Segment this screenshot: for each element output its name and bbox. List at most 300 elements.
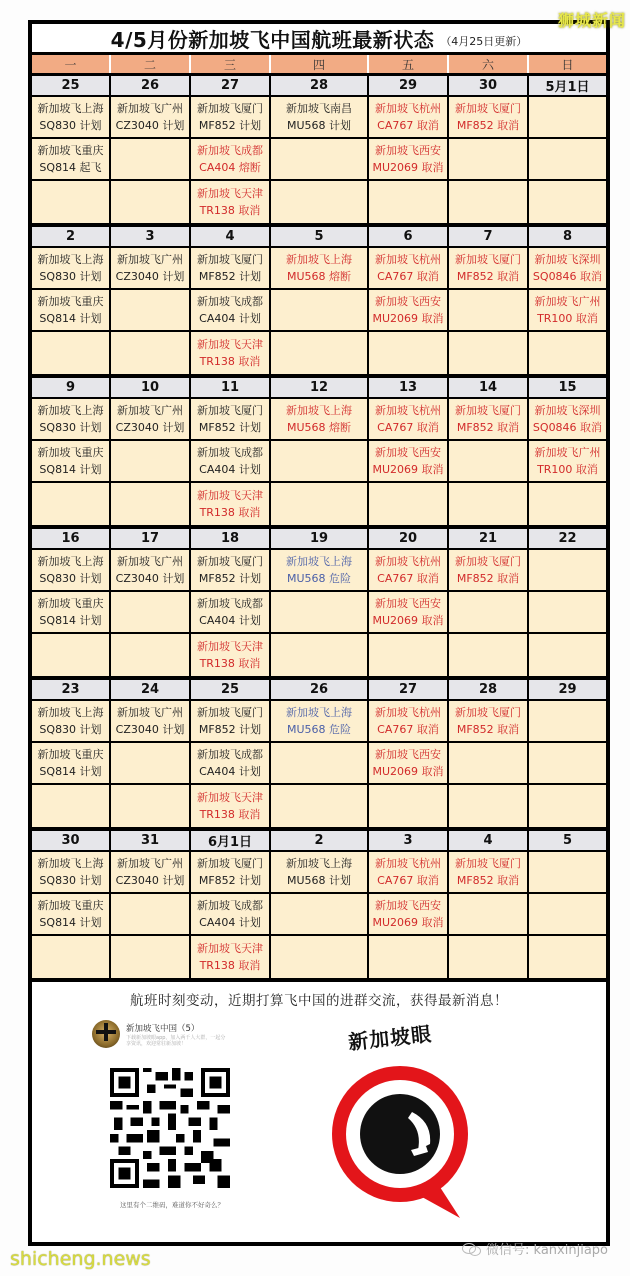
date-cell: 6: [369, 227, 449, 246]
flight-route: 新加坡飞厦门: [197, 253, 263, 266]
flight-slot-row: [32, 290, 606, 332]
empty-slot: [271, 181, 369, 223]
empty-slot: [529, 743, 606, 783]
flight-number-status: CA404 熔断: [199, 161, 261, 174]
empty-slot: [271, 332, 369, 374]
empty-slot: [271, 483, 369, 525]
empty-slot: [32, 483, 111, 525]
date-cell: 29: [558, 682, 577, 697]
empty-slot: [529, 634, 606, 676]
flight-number-status: CA404 计划: [199, 916, 261, 929]
flight-route: 新加坡飞重庆: [37, 597, 104, 610]
flight-number-status: MF852 取消: [456, 572, 520, 585]
flight-slot-row: [32, 332, 606, 374]
calendar-week: [32, 378, 606, 529]
flight-route: 新加坡飞广州: [534, 446, 601, 459]
flight-route: 新加坡飞厦门: [455, 857, 521, 870]
date-cell: 19: [271, 529, 369, 548]
empty-slot: [369, 634, 449, 676]
flight-entry: [191, 743, 271, 783]
flight-route: 新加坡飞厦门: [455, 706, 521, 719]
flight-entry: [32, 550, 111, 590]
flight-number-status: MU568 熔断: [286, 270, 352, 283]
empty-slot: [271, 139, 369, 179]
empty-slot: [449, 181, 529, 223]
empty-slot: [271, 936, 369, 978]
flight-entry: [111, 701, 191, 741]
date-cell: 13: [369, 378, 449, 397]
date-cell: 26: [271, 680, 369, 699]
flight-number-status: CA767 取消: [377, 421, 439, 434]
flight-route: 新加坡飞广州: [117, 857, 183, 870]
eye-speech-bubble-icon: [310, 1022, 490, 1222]
flight-number-status: CA767 取消: [377, 119, 439, 132]
empty-slot: [449, 290, 529, 330]
date-cell: 15: [558, 380, 577, 395]
flight-number-status: MU2069 取消: [372, 312, 444, 325]
date-cell: 20: [369, 529, 449, 548]
date-row: [32, 227, 606, 248]
flight-slot-row: [32, 852, 606, 894]
flight-route: 新加坡飞上海: [37, 706, 104, 719]
flight-entry: [449, 399, 529, 439]
flight-route: 新加坡飞成都: [197, 748, 263, 761]
flight-route: 新加坡飞重庆: [37, 144, 104, 157]
flight-route: 新加坡飞西安: [375, 446, 441, 459]
date-cell: 10: [111, 378, 191, 397]
date-cell: 27: [369, 680, 449, 699]
flight-number-status: MF852 计划: [198, 723, 262, 736]
flight-number-status: MF852 计划: [198, 874, 262, 887]
weekday-fri: 五: [369, 55, 449, 73]
flight-number-status: MF852 计划: [198, 421, 262, 434]
flight-number-status: CA767 取消: [377, 270, 439, 283]
date-cell: 28: [449, 680, 529, 699]
flight-number-status: MU568 计划: [286, 874, 352, 887]
empty-slot: [449, 936, 529, 978]
flight-entry: [369, 701, 449, 741]
flight-number-status: MF852 计划: [198, 119, 262, 132]
date-cell: 4: [191, 227, 271, 246]
singapore-eye-logo: [310, 1022, 490, 1222]
flight-entry: [191, 290, 271, 330]
flight-entry: [32, 97, 111, 137]
page-title: 4/5月份新加坡飞中国航班最新状态: [110, 27, 435, 52]
flight-entry: [32, 592, 111, 632]
flight-number-status: TR138 取消: [199, 808, 261, 821]
flight-number-status: MU2069 取消: [372, 161, 444, 174]
date-cell: 5: [562, 833, 573, 848]
flight-entry: [191, 894, 271, 934]
wechat-id-text: 微信号: kanxinjiapo: [486, 1243, 608, 1258]
empty-slot: [369, 332, 449, 374]
flight-route: 新加坡飞西安: [375, 144, 441, 157]
empty-slot: [111, 894, 191, 934]
watermark-shicheng-cn: 狮城新闻: [557, 11, 626, 30]
flight-number-status: CZ3040 计划: [115, 572, 185, 585]
weekday-sat: 六: [449, 55, 529, 73]
flight-number-status: CA404 计划: [199, 765, 261, 778]
empty-slot: [449, 785, 529, 827]
date-cell: 31: [111, 831, 191, 850]
flight-number-status: TR138 取消: [199, 959, 261, 972]
empty-slot: [111, 290, 191, 330]
flight-route: 新加坡飞重庆: [37, 899, 104, 912]
flight-number-status: CZ3040 计划: [115, 874, 185, 887]
flight-entry: [369, 852, 449, 892]
flight-route: 新加坡飞厦门: [455, 102, 521, 115]
flight-route: 新加坡飞天津: [197, 791, 263, 804]
flight-route: 新加坡飞上海: [286, 404, 352, 417]
empty-slot: [32, 785, 111, 827]
flight-route: 新加坡飞广州: [117, 102, 183, 115]
flight-route: 新加坡飞厦门: [197, 706, 263, 719]
flight-number-status: SQ830 计划: [39, 421, 102, 434]
date-cell: 21: [449, 529, 529, 548]
flight-number-status: TR138 取消: [199, 506, 261, 519]
flight-entry: [111, 550, 191, 590]
empty-slot: [529, 592, 606, 632]
flight-route: 新加坡飞厦门: [455, 404, 521, 417]
weekday-mon: 一: [32, 55, 111, 73]
flight-entry: [369, 894, 449, 934]
flight-slot-row: [32, 139, 606, 181]
date-cell: 2: [32, 227, 111, 246]
flight-number-status: MF852 取消: [456, 119, 520, 132]
empty-slot: [369, 181, 449, 223]
calendar-week: [32, 76, 606, 227]
flight-route: 新加坡飞天津: [197, 489, 263, 502]
flight-entry: [32, 290, 111, 330]
wechat-id-label: [462, 1239, 608, 1258]
empty-slot: [449, 139, 529, 179]
empty-slot: [111, 592, 191, 632]
flight-route: 新加坡飞成都: [197, 144, 263, 157]
date-cell: 26: [111, 76, 191, 95]
flight-route: 新加坡飞杭州: [375, 555, 441, 568]
qr-code-icon: [108, 1068, 232, 1188]
flight-entry: [191, 785, 271, 827]
flight-slot-row: [32, 399, 606, 441]
flight-route: 新加坡飞厦门: [197, 857, 263, 870]
flight-number-status: MU2069 取消: [372, 614, 444, 627]
title-bar: [32, 24, 606, 55]
calendar-week: [32, 680, 606, 831]
flight-number-status: MU568 熔断: [286, 421, 352, 434]
flight-entry: [271, 97, 369, 137]
flight-entry: [32, 701, 111, 741]
flight-number-status: MF852 取消: [456, 874, 520, 887]
empty-slot: [111, 181, 191, 223]
flight-entry: [111, 399, 191, 439]
empty-slot: [271, 441, 369, 481]
date-row: [32, 378, 606, 399]
flight-entry: [449, 550, 529, 590]
date-cell: 30: [449, 76, 529, 95]
flight-entry: [191, 181, 271, 223]
date-cell: 29: [369, 76, 449, 95]
flight-entry: [529, 441, 606, 481]
flight-entry: [191, 936, 271, 978]
flight-entry: [32, 852, 111, 892]
empty-slot: [449, 592, 529, 632]
flight-entry: [32, 139, 111, 179]
flight-entry: [369, 399, 449, 439]
calendar-weeks: [32, 76, 606, 982]
wechat-icon: [462, 1242, 482, 1256]
flight-route: 新加坡飞上海: [286, 706, 352, 719]
empty-slot: [271, 743, 369, 783]
qr-caption: 这里有个二维码，难道你不好奇么？: [120, 1201, 224, 1209]
empty-slot: [529, 852, 606, 892]
flight-entry: [191, 399, 271, 439]
flight-slot-row: [32, 441, 606, 483]
airplane-icon: [96, 1030, 116, 1034]
date-cell: 17: [111, 529, 191, 548]
empty-slot: [449, 743, 529, 783]
flight-entry: [191, 97, 271, 137]
flight-entry: [449, 701, 529, 741]
flight-number-status: TR138 取消: [199, 204, 261, 217]
flight-route: 新加坡飞厦门: [455, 555, 521, 568]
flight-entry: [271, 550, 369, 590]
date-cell: 12: [271, 378, 369, 397]
flight-route: 新加坡飞广州: [117, 555, 183, 568]
flight-number-status: SQ0846 取消: [532, 270, 603, 283]
flight-route: 新加坡飞成都: [197, 899, 263, 912]
flight-entry: [191, 139, 271, 179]
flight-entry: [529, 290, 606, 330]
flight-number-status: SQ830 计划: [39, 119, 102, 132]
date-cell: 25: [191, 680, 271, 699]
flight-entry: [32, 743, 111, 783]
flight-route: 新加坡飞广州: [117, 706, 183, 719]
date-row: [32, 831, 606, 852]
empty-slot: [369, 785, 449, 827]
flight-number-status: MF852 取消: [456, 723, 520, 736]
empty-slot: [529, 894, 606, 934]
flight-number-status: CA767 取消: [377, 723, 439, 736]
group-name: 新加坡飞中国（5）: [126, 1024, 200, 1034]
flight-number-status: SQ814 计划: [39, 916, 102, 929]
flight-number-status: TR100 取消: [537, 463, 598, 476]
flight-number-status: CZ3040 计划: [115, 119, 185, 132]
flight-route: 新加坡飞重庆: [37, 295, 104, 308]
flight-number-status: MU2069 取消: [372, 463, 444, 476]
flight-route: 新加坡飞杭州: [375, 404, 441, 417]
flight-number-status: TR138 取消: [199, 657, 261, 670]
weekday-tue: 二: [111, 55, 191, 73]
flight-route: 新加坡飞天津: [197, 338, 263, 351]
calendar-week: [32, 529, 606, 680]
empty-slot: [32, 332, 111, 374]
empty-slot: [271, 894, 369, 934]
flight-route: 新加坡飞成都: [197, 446, 263, 459]
empty-slot: [111, 332, 191, 374]
flight-route: 新加坡飞深圳: [534, 253, 601, 266]
flight-entry: [32, 399, 111, 439]
flight-number-status: SQ814 计划: [39, 765, 102, 778]
flight-status-calendar: [28, 20, 610, 1246]
date-cell: 18: [191, 529, 271, 548]
flight-slot-row: [32, 634, 606, 676]
flight-entry: [32, 248, 111, 288]
flight-entry: [111, 97, 191, 137]
date-row: [32, 529, 606, 550]
flight-number-status: MF852 计划: [198, 572, 262, 585]
flight-route: 新加坡飞广州: [117, 404, 183, 417]
empty-slot: [529, 936, 606, 978]
flight-slot-row: [32, 936, 606, 978]
flight-entry: [191, 634, 271, 676]
date-cell: 8: [562, 229, 573, 244]
empty-slot: [449, 894, 529, 934]
date-cell: 23: [32, 680, 111, 699]
date-cell: 3: [111, 227, 191, 246]
group-avatar: [92, 1020, 120, 1048]
date-cell: 5: [271, 227, 369, 246]
flight-number-status: SQ830 计划: [39, 874, 102, 887]
flight-entry: [449, 97, 529, 137]
weekday-thu: 四: [271, 55, 369, 73]
flight-entry: [369, 139, 449, 179]
flight-slot-row: [32, 550, 606, 592]
flight-entry: [32, 894, 111, 934]
flight-route: 新加坡飞西安: [375, 295, 441, 308]
flight-entry: [191, 701, 271, 741]
flight-number-status: MU568 危险: [286, 723, 352, 736]
date-cell: 22: [558, 531, 577, 546]
date-cell: 9: [32, 378, 111, 397]
flight-route: 新加坡飞杭州: [375, 706, 441, 719]
flight-number-status: SQ814 计划: [39, 463, 102, 476]
flight-slot-row: [32, 894, 606, 936]
flight-number-status: CZ3040 计划: [115, 270, 185, 283]
flight-route: 新加坡飞厦门: [197, 404, 263, 417]
flight-route: 新加坡飞西安: [375, 748, 441, 761]
flight-entry: [369, 97, 449, 137]
flight-entry: [191, 592, 271, 632]
flight-route: 新加坡飞成都: [197, 295, 263, 308]
weekday-wed: 三: [191, 55, 271, 73]
flight-number-status: CA404 计划: [199, 463, 261, 476]
flight-number-status: SQ830 计划: [39, 572, 102, 585]
flight-number-status: TR138 取消: [199, 355, 261, 368]
flight-route: 新加坡飞广州: [117, 253, 183, 266]
date-cell: 25: [32, 76, 111, 95]
empty-slot: [271, 592, 369, 632]
date-cell: 27: [191, 76, 271, 95]
flight-number-status: SQ830 计划: [39, 723, 102, 736]
flight-entry: [369, 248, 449, 288]
date-cell: 6月1日: [191, 831, 271, 850]
empty-slot: [32, 634, 111, 676]
empty-slot: [529, 97, 606, 137]
flight-entry: [529, 399, 606, 439]
footer-promo: [32, 982, 606, 1232]
flight-route: 新加坡飞西安: [375, 597, 441, 610]
flight-entry: [191, 550, 271, 590]
logo-text: 新加坡眼: [347, 1021, 434, 1055]
group-description: 下载新加坡眼app，加入两千人大群，一起分享资讯，欢迎常驻新加坡！: [126, 1035, 226, 1047]
flight-number-status: MU568 计划: [286, 119, 352, 132]
empty-slot: [111, 936, 191, 978]
flight-number-status: SQ814 计划: [39, 312, 102, 325]
flight-number-status: CA767 取消: [377, 874, 439, 887]
empty-slot: [271, 290, 369, 330]
flight-slot-row: [32, 743, 606, 785]
flight-slot-row: [32, 483, 606, 525]
date-row: [32, 680, 606, 701]
empty-slot: [111, 441, 191, 481]
flight-entry: [271, 701, 369, 741]
empty-slot: [111, 139, 191, 179]
flight-route: 新加坡飞成都: [197, 597, 263, 610]
empty-slot: [529, 139, 606, 179]
flight-route: 新加坡飞上海: [286, 857, 352, 870]
empty-slot: [32, 936, 111, 978]
date-cell: 16: [32, 529, 111, 548]
flight-number-status: MU568 危险: [286, 572, 352, 585]
flight-number-status: CZ3040 计划: [115, 421, 185, 434]
flight-entry: [369, 290, 449, 330]
flight-route: 新加坡飞天津: [197, 640, 263, 653]
flight-route: 新加坡飞厦门: [455, 253, 521, 266]
footer-message: 航班时刻变动，近期打算飞中国的进群交流，获得最新消息！: [130, 993, 508, 1009]
flight-entry: [271, 248, 369, 288]
flight-route: 新加坡飞广州: [534, 295, 601, 308]
flight-number-status: SQ814 计划: [39, 614, 102, 627]
empty-slot: [529, 550, 606, 590]
date-cell: 5月1日: [545, 80, 590, 95]
flight-entry: [191, 852, 271, 892]
flight-entry: [32, 441, 111, 481]
flight-entry: [111, 248, 191, 288]
empty-slot: [111, 483, 191, 525]
flight-route: 新加坡飞上海: [37, 555, 104, 568]
flight-number-status: MF852 取消: [456, 270, 520, 283]
flight-number-status: CA767 取消: [377, 572, 439, 585]
flight-entry: [369, 743, 449, 783]
date-cell: 2: [271, 831, 369, 850]
empty-slot: [369, 483, 449, 525]
flight-entry: [111, 852, 191, 892]
empty-slot: [111, 785, 191, 827]
weekday-sun: 日: [561, 57, 574, 72]
empty-slot: [271, 785, 369, 827]
date-cell: 3: [369, 831, 449, 850]
empty-slot: [449, 483, 529, 525]
flight-route: 新加坡飞上海: [37, 102, 104, 115]
calendar-week: [32, 227, 606, 378]
flight-number-status: CZ3040 计划: [115, 723, 185, 736]
date-cell: 30: [32, 831, 111, 850]
flight-entry: [369, 592, 449, 632]
flight-route: 新加坡飞杭州: [375, 102, 441, 115]
empty-slot: [529, 332, 606, 374]
flight-entry: [191, 483, 271, 525]
flight-slot-row: [32, 592, 606, 634]
flight-route: 新加坡飞重庆: [37, 748, 104, 761]
flight-route: 新加坡飞杭州: [375, 253, 441, 266]
flight-route: 新加坡飞上海: [37, 857, 104, 870]
empty-slot: [271, 634, 369, 676]
empty-slot: [111, 634, 191, 676]
empty-slot: [529, 701, 606, 741]
update-date: （4月25日更新）: [440, 35, 528, 48]
flight-entry: [271, 399, 369, 439]
empty-slot: [369, 936, 449, 978]
